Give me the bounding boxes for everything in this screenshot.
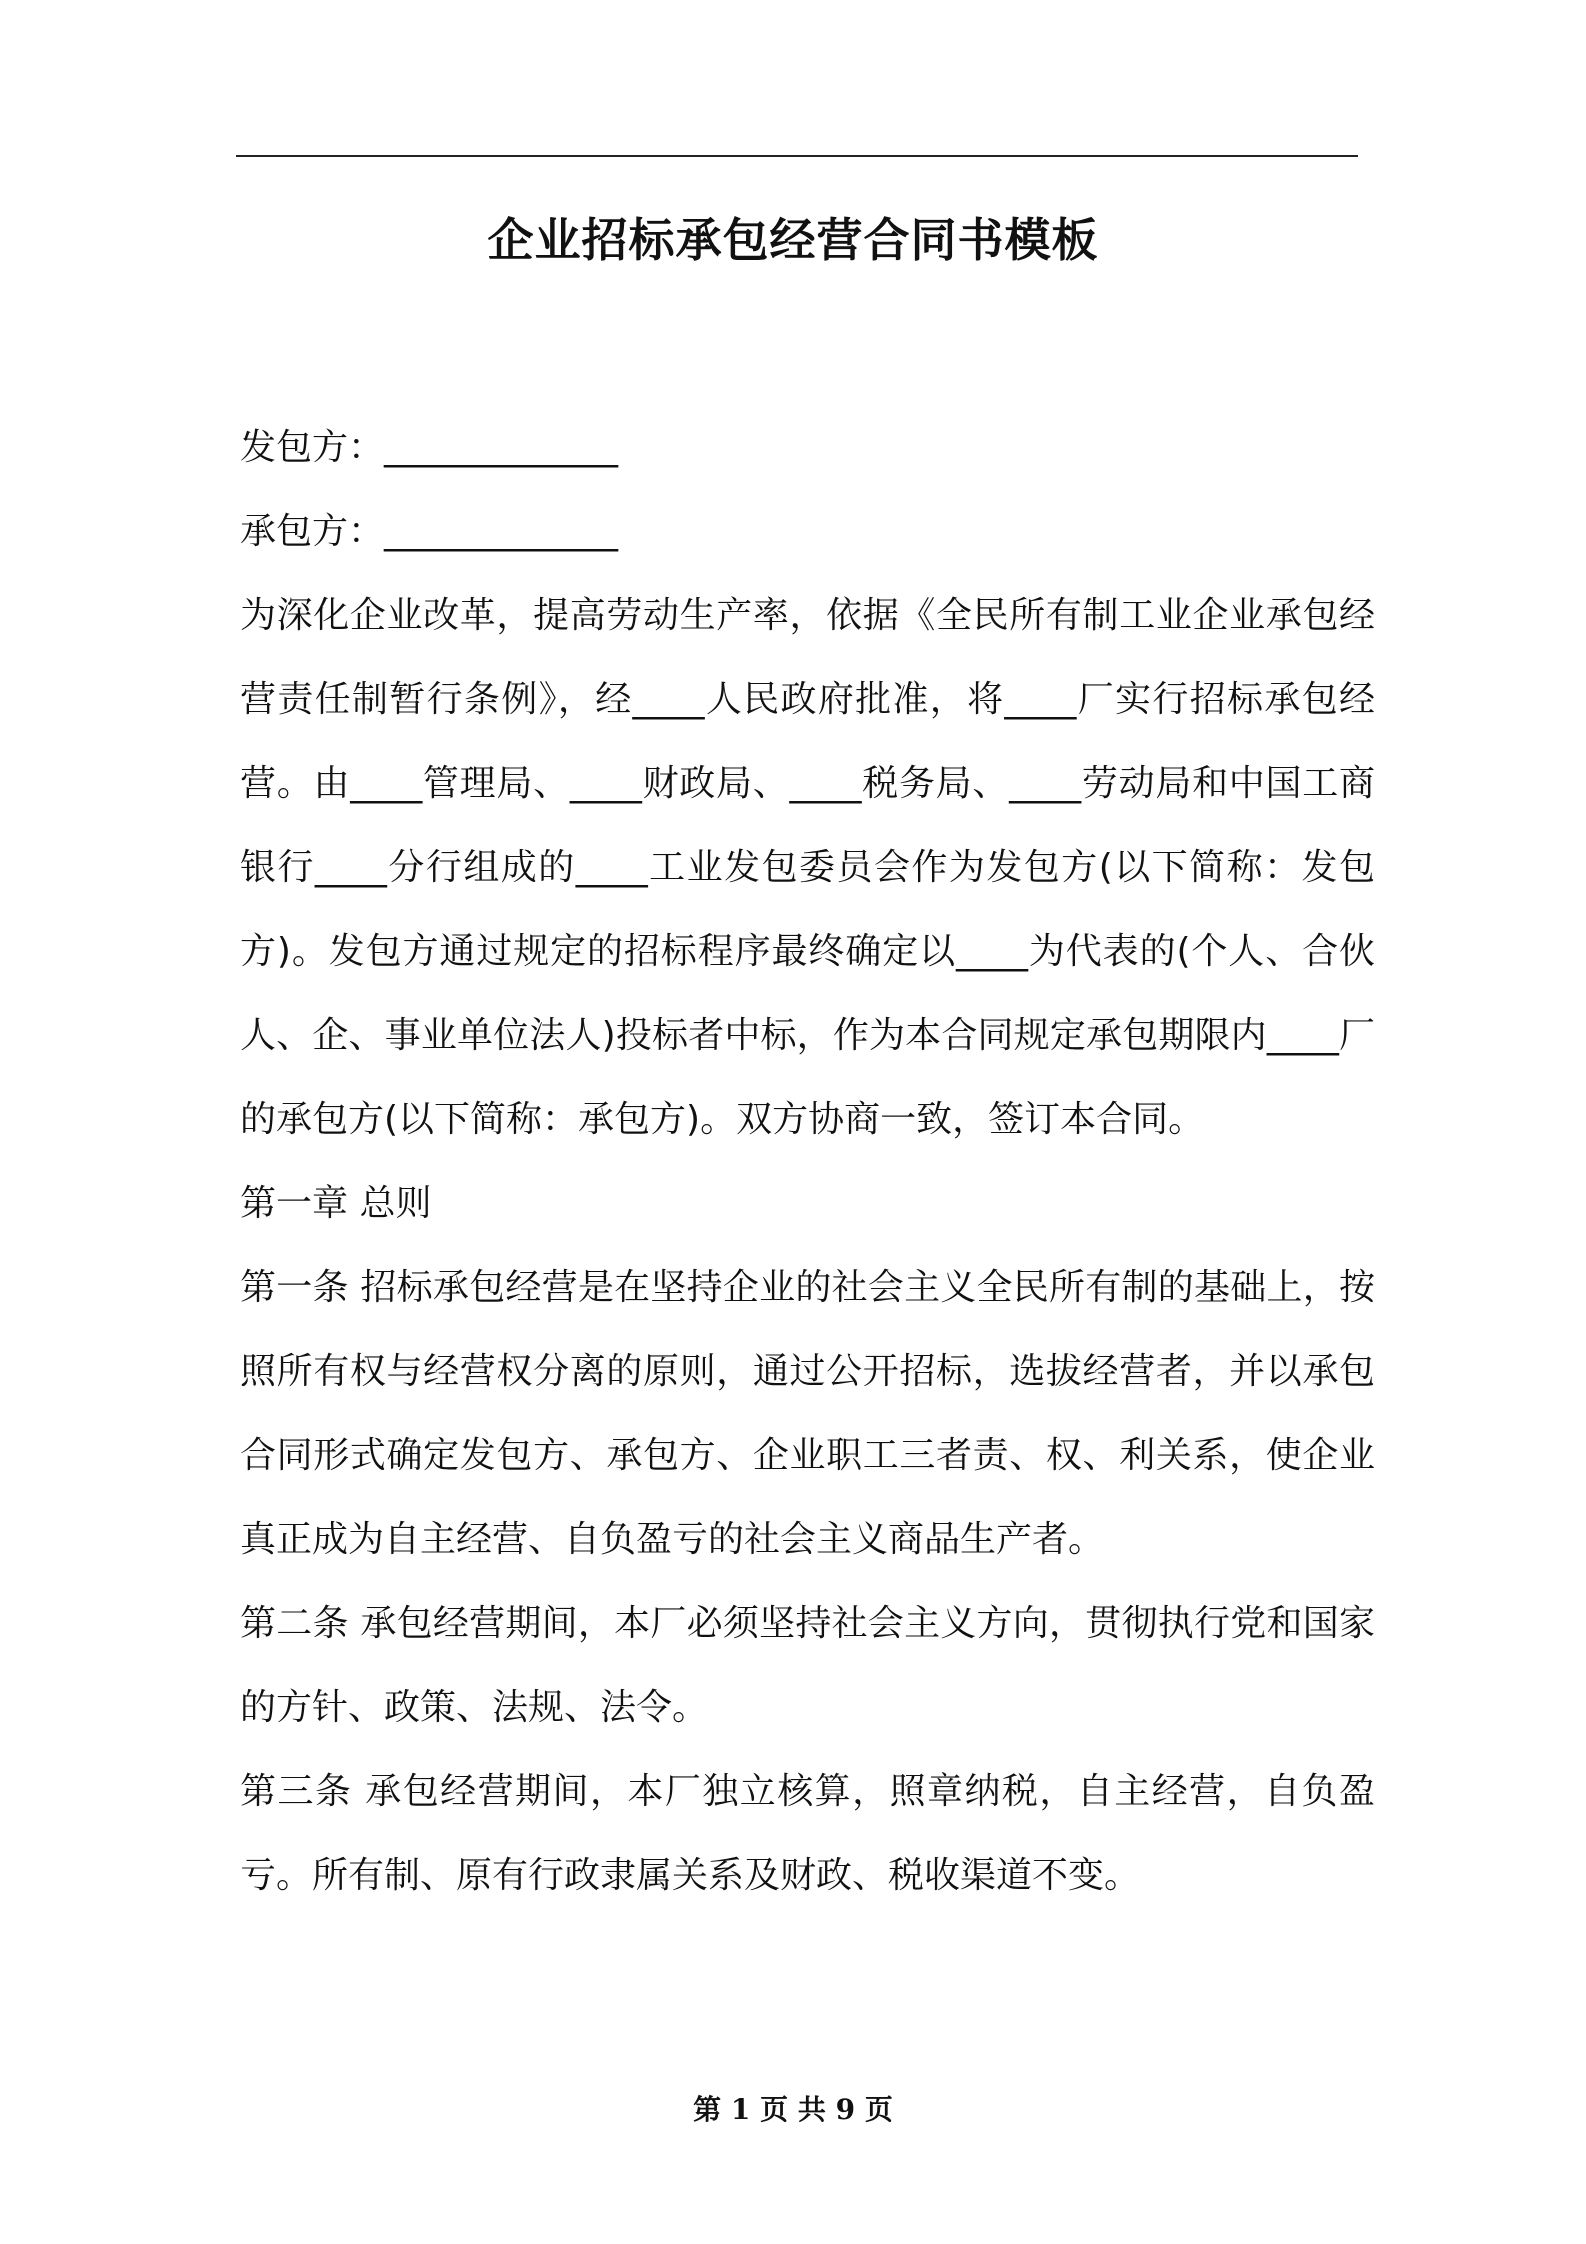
- document-body: [240, 406, 1375, 1918]
- party-b-line: 承包方：_____________: [240, 511, 619, 552]
- document-title: 企业招标承包经营合同书模板: [487, 213, 1099, 267]
- page-number: 第 1 页 共 9 页: [693, 2093, 893, 2126]
- header-rule: [236, 155, 1358, 157]
- article-2: 第二条 承包经营期间，本厂必须坚持社会主义方向，贯彻执行党和国家的方针、政策、法规、法令。: [240, 1603, 1375, 1728]
- article-3: 第三条 承包经营期间，本厂独立核算，照章纳税，自主经营，自负盈亏。所有制、原有行政隶属关系及财政、税收渠道不变。: [240, 1771, 1375, 1896]
- article-1: 第一条 招标承包经营是在坚持企业的社会主义全民所有制的基础上，按照所有权与经营权分离的原则，通过公开招标，选拔经营者，并以承包合同形式确定发包方、承包方、企业职工三者责、权、利关系，使企业真正成为自主经营、自负盈亏的社会主义商品生产者。: [240, 1267, 1375, 1560]
- party-a-line: 发包方：_____________: [240, 427, 619, 468]
- preamble-paragraph: 为深化企业改革，提高劳动生产率，依据《全民所有制工业企业承包经营责任制暂行条例》，经____人民政府批准，将____厂实行招标承包经营。由____管理局、____财政局、____税务局、____劳动局和中国工商银行____分行组成的____工业发包委员会作为发包方(以下简称：发包方)。发包方通过规定的招标程序最终确定以____为代表的(个人、合伙人、企、事业单位法人)投标者中标，作为本合同规定承包期限内____厂的承包方(以下简称：承包方)。双方协商一致，签订本合同。: [240, 595, 1375, 1140]
- chapter-heading: 第一章 总则: [240, 1183, 432, 1224]
